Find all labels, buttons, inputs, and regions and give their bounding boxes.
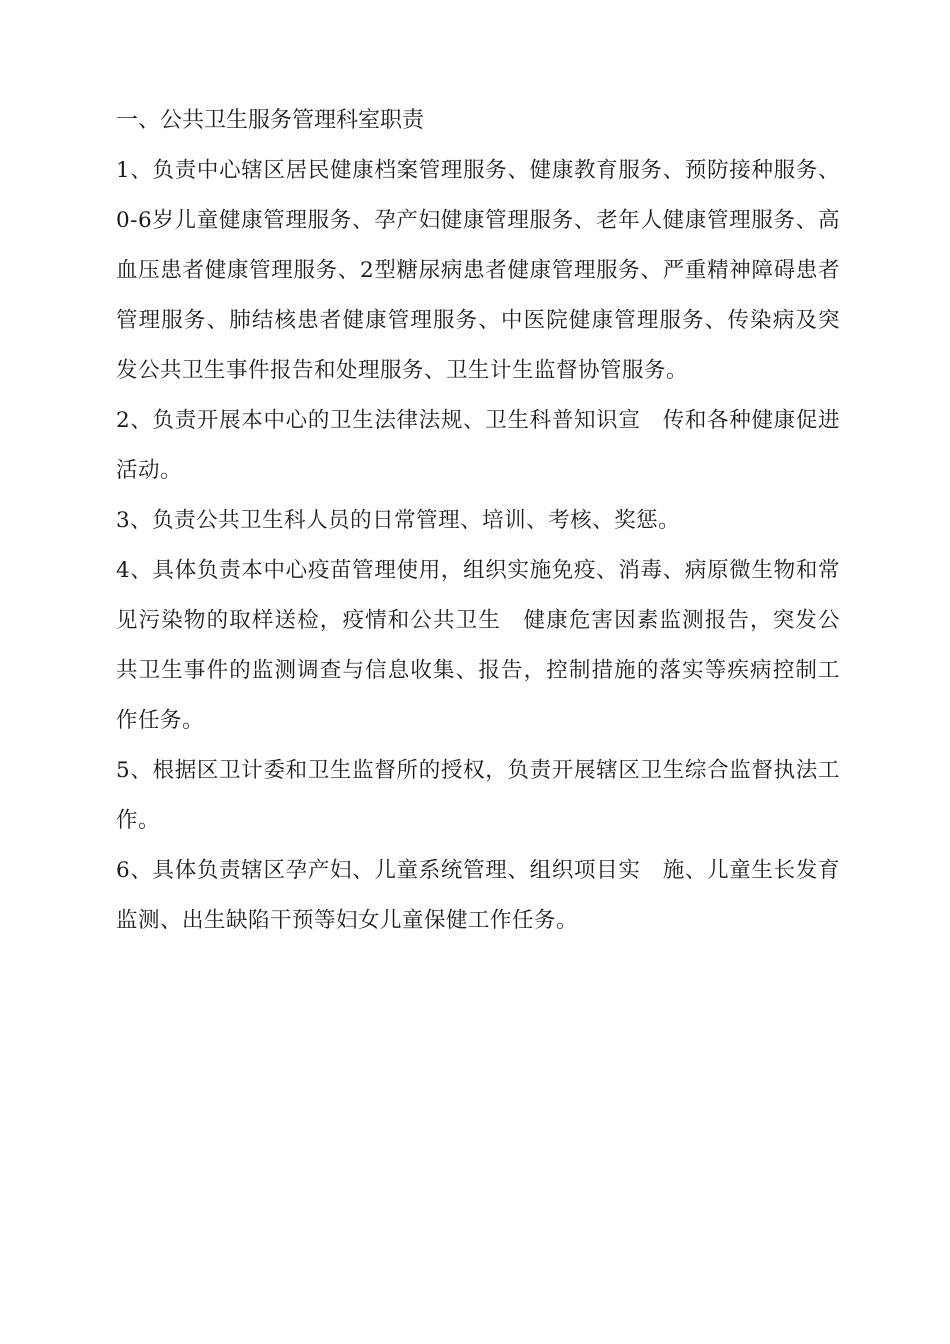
duty-item-2: 2、负责开展本中心的卫生法律法规、卫生科普知识宣 传和各种健康促进活动。 (116, 408, 840, 483)
document-page (116, 96, 840, 946)
duty-item-5: 5、根据区卫计委和卫生监督所的授权，负责开展辖区卫生综合监督执法工作。 (116, 758, 840, 833)
duty-item-6: 6、具体负责辖区孕产妇、儿童系统管理、组织项目实 施、儿童生长发育监测、出生缺陷干预等妇女儿童保健工作任务。 (116, 858, 840, 933)
duty-item-1: 1、负责中心辖区居民健康档案管理服务、健康教育服务、预防接种服务、0-6岁儿童健康管理服务、孕产妇健康管理服务、老年人健康管理服务、高血压患者健康管理服务、2型糖尿病患者健康管理服务、严重精神障碍患者管理服务、肺结核患者健康管理服务、中医院健康管理服务、传染病及突发公共卫生事件报告和处理服务、卫生计生监督协管服务。 (116, 158, 840, 383)
duty-item-4: 4、具体负责本中心疫苗管理使用，组织实施免疫、消毒、病原微生物和常见污染物的取样送检，疫情和公共卫生 健康危害因素监测报告，突发公共卫生事件的监测调查与信息收集、报告，控制措施的落实等疾病控制工作任务。 (116, 558, 840, 733)
section-heading: 一、公共卫生服务管理科室职责 (116, 108, 425, 133)
duty-item-3: 3、负责公共卫生科人员的日常管理、培训、考核、奖惩。 (116, 508, 681, 533)
